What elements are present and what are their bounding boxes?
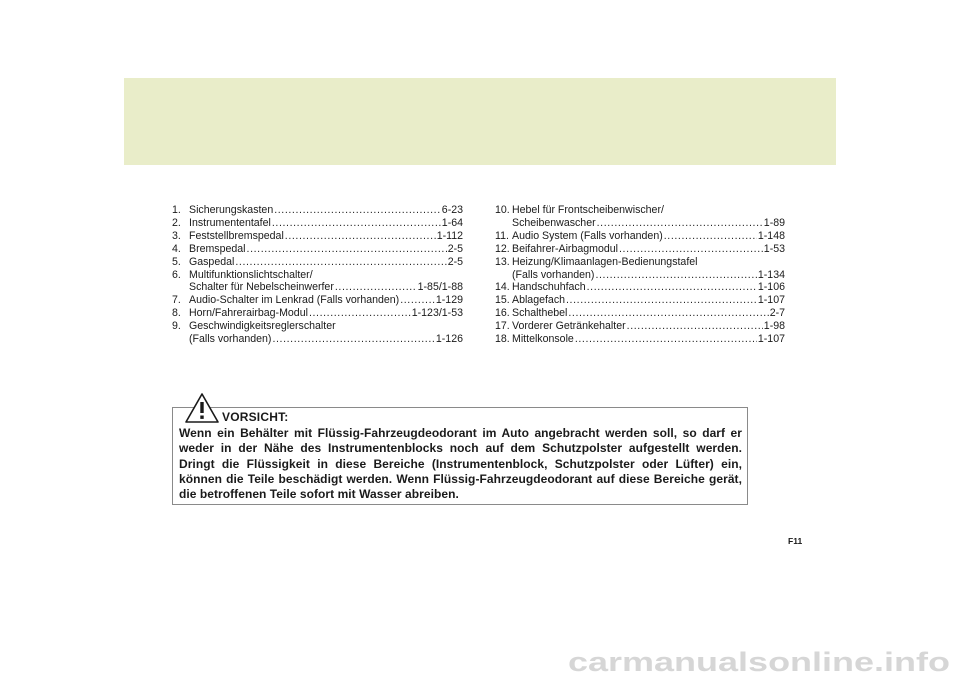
list-item: 15. Ablagefach ..... 1-107 — [495, 294, 785, 307]
list-item: 4. Bremspedal ..... 2-5 — [172, 243, 463, 256]
leader-dots — [595, 269, 756, 282]
header-banner — [124, 78, 836, 165]
leader-dots — [309, 307, 411, 320]
watermark-logo — [568, 650, 952, 676]
leader-dots — [235, 256, 446, 269]
leader-dots — [335, 281, 417, 294]
list-item: 16. Schalthebel ..... 2-7 — [495, 307, 785, 320]
leader-dots — [587, 281, 757, 294]
list-item: 6. Multifunktionslichtschalter/ — [172, 268, 313, 281]
list-item: 8. Horn/Fahrerairbag-Modul ..... 1-123/1-53 — [172, 307, 463, 320]
list-item: 17. Vorderer Getränkehalter ..... 1-98 — [495, 320, 785, 333]
caution-text: Wenn ein Behälter mit Flüssig-Fahrzeugdeodorant im Auto angebracht werden soll, so darf er weder in der Nähe des Instrumentenblocks noch auf dem Schutzpolster aufgestellt werden. Dringt die Flüssigkeit in diese Bereiche (Instrumentenblock, Schutzpolster oder Lüfter) ein, können die Teile beschädigt werden. Wenn Flüssig-Fahrzeugdeodorant auf diese Bereiche gerät, die betroffenen Teile sofort mit Wasser abreiben. — [179, 426, 742, 502]
list-item: 3. Feststellbremspedal ..... 1-112 — [172, 230, 463, 243]
leader-dots — [285, 230, 436, 243]
list-item-continuation: (Falls vorhanden) ..... 1-134 — [495, 269, 785, 282]
list-item: 2. Instrumententafel ..... 1-64 — [172, 217, 463, 230]
leader-dots — [575, 333, 757, 346]
list-item-continuation: Scheibenwascher ..... 1-89 — [495, 217, 785, 230]
leader-dots — [597, 217, 763, 230]
list-item: 14. Handschuhfach ..... 1-106 — [495, 281, 785, 294]
leader-dots — [664, 230, 757, 243]
component-list-left — [172, 204, 463, 346]
leader-dots — [272, 217, 441, 230]
list-item: 7. Audio-Schalter im Lenkrad (Falls vorhanden) ..... 1-129 — [172, 294, 463, 307]
leader-dots — [566, 294, 757, 307]
warning-icon — [184, 392, 220, 424]
list-item-continuation: (Falls vorhanden) ..... 1-126 — [172, 333, 463, 346]
list-item: 9. Geschwindigkeitsreglerschalter — [172, 320, 336, 333]
list-item: 11. Audio System (Falls vorhanden) ..... 1-148 — [495, 230, 785, 243]
list-item: 1. Sicherungskasten ..... 6-23 — [172, 204, 463, 217]
page-number: F11 — [788, 536, 803, 546]
list-item: 12. Beifahrer-Airbagmodul ..... 1-53 — [495, 243, 785, 256]
leader-dots — [247, 243, 447, 256]
component-list-right — [495, 204, 785, 346]
list-item: 13. Heizung/Klimaanlagen-Bedienungstafel — [495, 255, 698, 268]
list-item-continuation: Schalter für Nebelscheinwerfer ..... 1-85/1-88 — [172, 281, 463, 294]
leader-dots — [568, 307, 768, 320]
watermark-text: carmanualsonline.info — [568, 650, 950, 676]
list-item: 18. Mittelkonsole ..... 1-107 — [495, 333, 785, 346]
list-item: 10. Hebel für Frontscheibenwischer/ — [495, 204, 664, 216]
leader-dots — [272, 333, 434, 346]
leader-dots — [619, 243, 763, 256]
leader-dots — [627, 320, 763, 333]
leader-dots — [274, 204, 441, 217]
leader-dots — [400, 294, 435, 307]
list-item: 5. Gaspedal ..... 2-5 — [172, 256, 463, 269]
caution-title: VORSICHT: — [222, 410, 289, 424]
